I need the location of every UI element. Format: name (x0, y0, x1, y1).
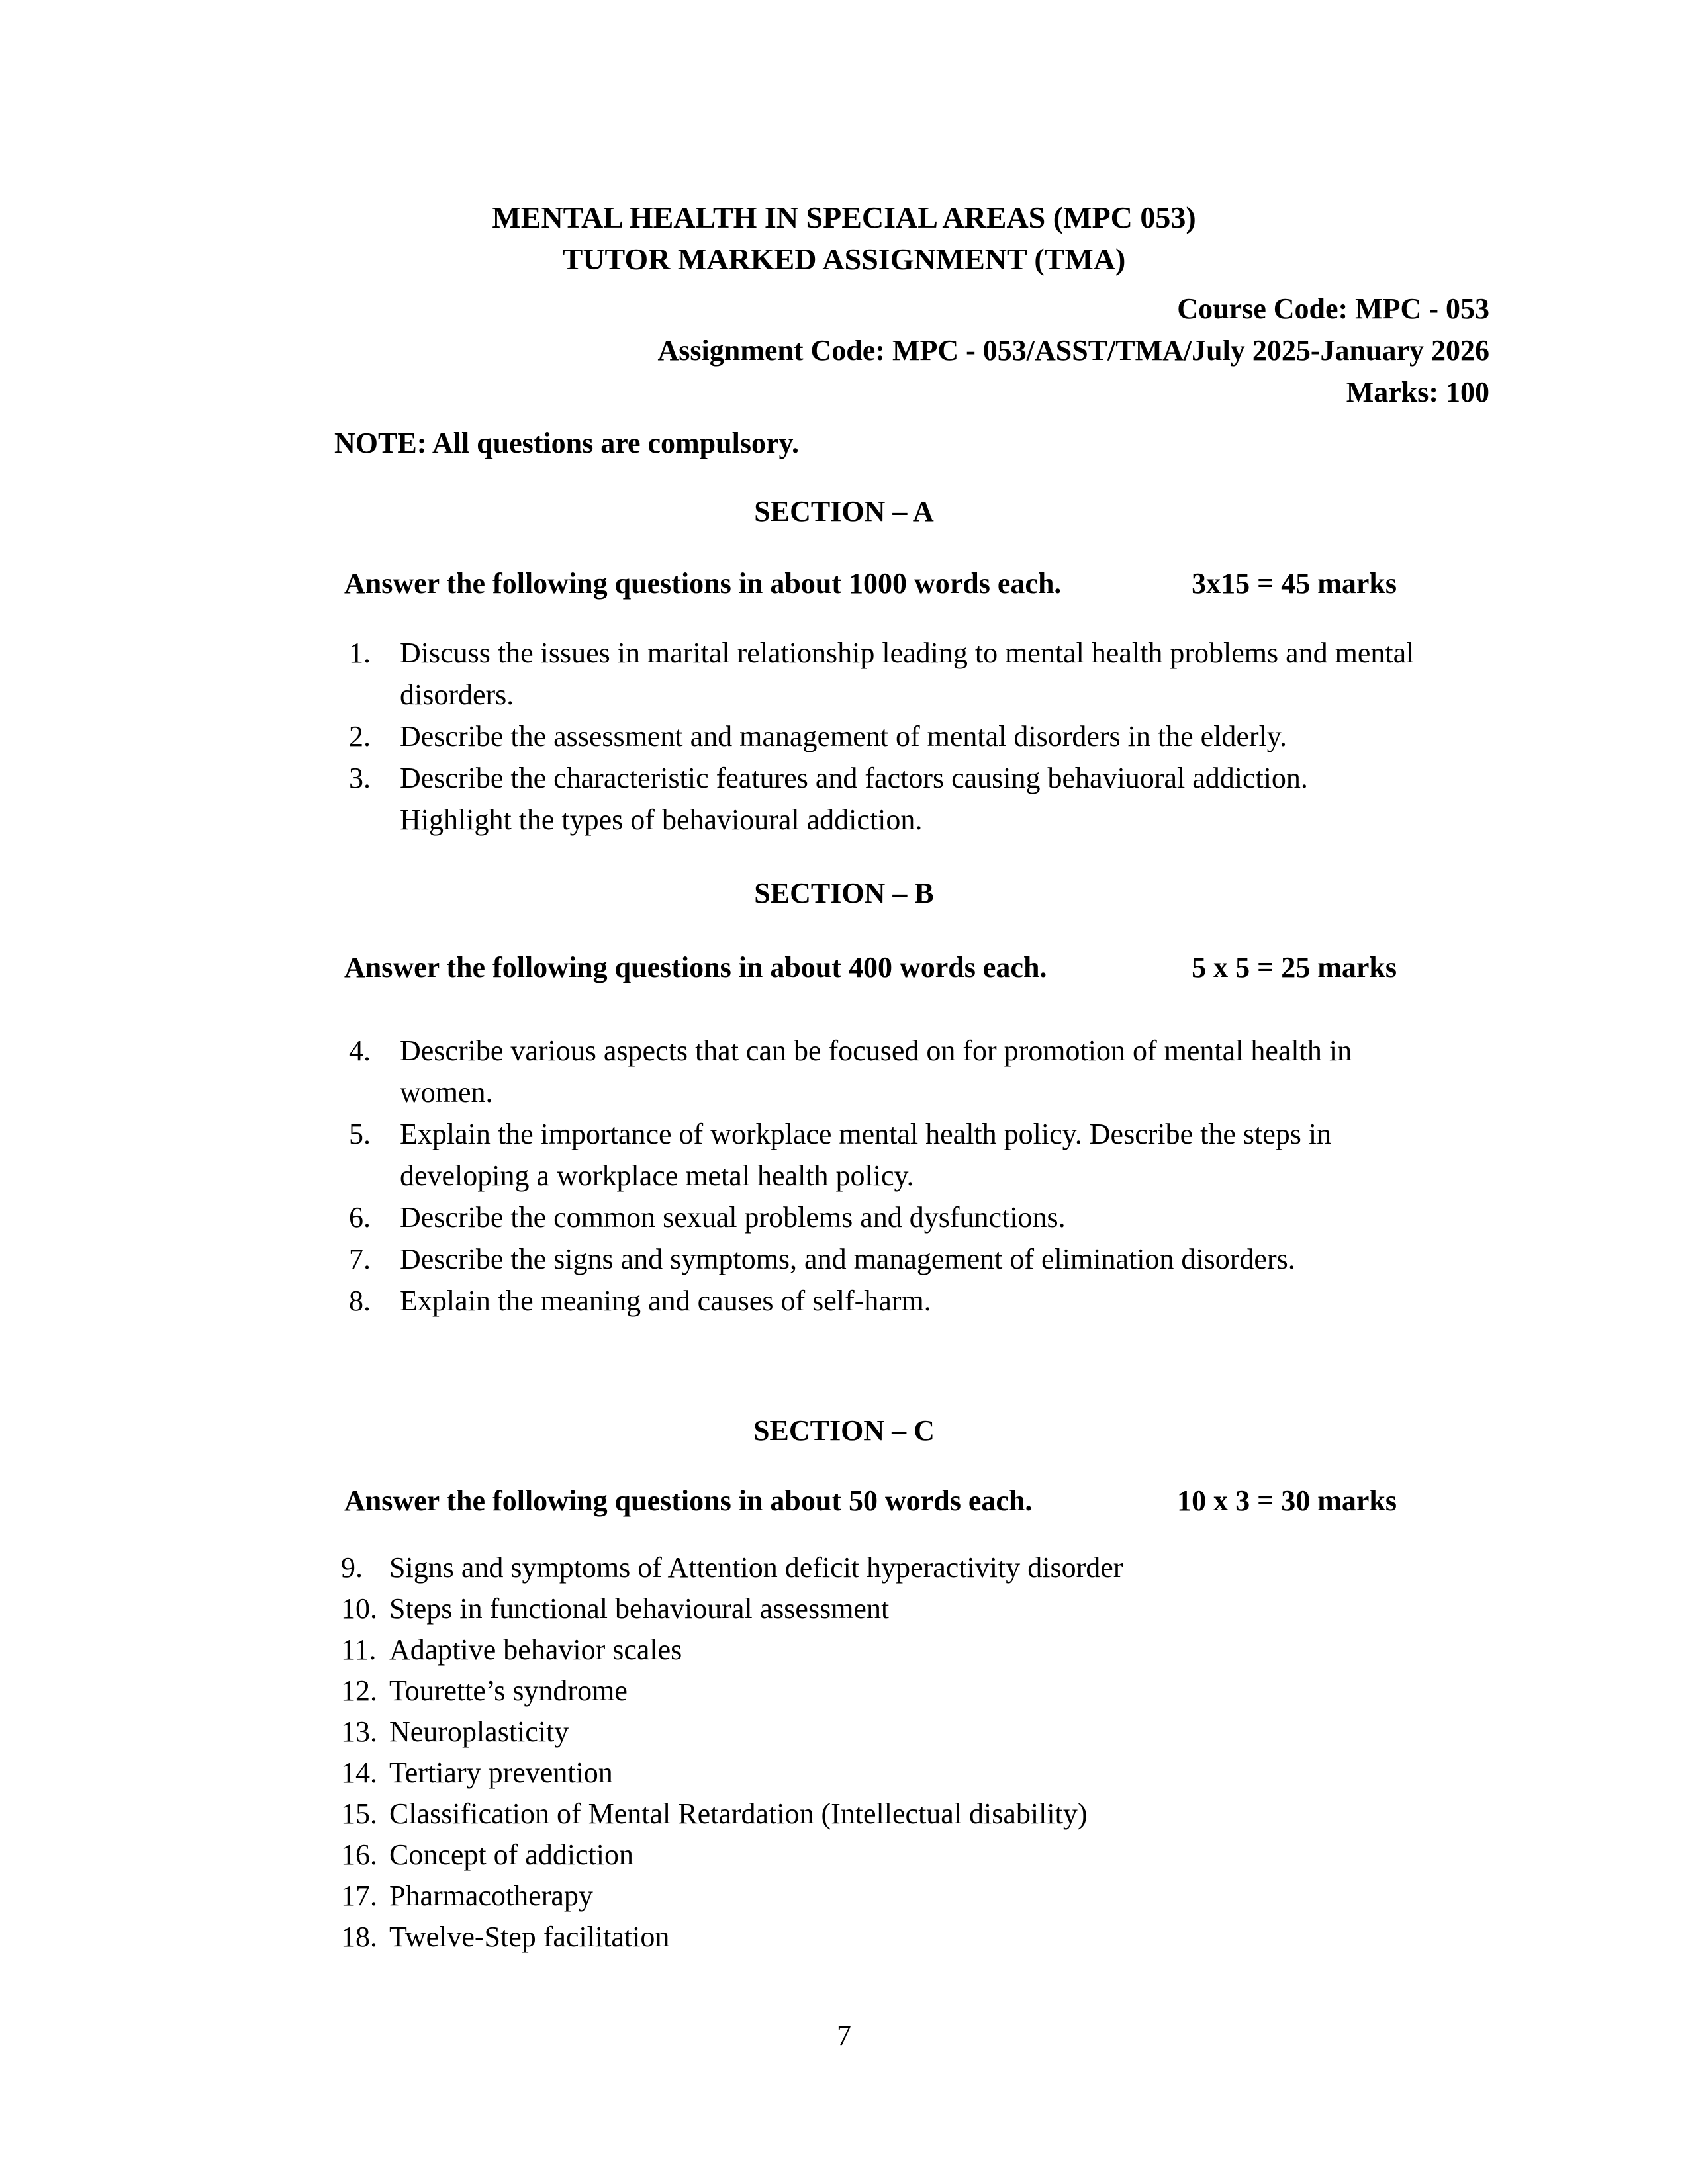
question-number: 8. (349, 1285, 371, 1317)
question-number: 10. (341, 1592, 377, 1625)
question-text: Describe the common sexual problems and dysfunctions. (400, 1201, 1066, 1234)
question-item (349, 1113, 1415, 1197)
question-item (341, 1876, 1407, 1917)
section-a-question-list (349, 632, 1415, 841)
section-b-instruction-row (344, 946, 1397, 988)
question-number: 17. (341, 1880, 377, 1912)
section-c-instruction: Answer the following questions in about 50 words each. (344, 1484, 1033, 1517)
section-b-marks: 5 x 5 = 25 marks (1192, 951, 1397, 983)
question-text: Discuss the issues in marital relationship leading to mental health problems and mental disorders. (400, 637, 1415, 711)
question-item (341, 1794, 1407, 1835)
question-text: Signs and symptoms of Attention deficit hyperactivity disorder (389, 1551, 1123, 1584)
question-text: Describe the characteristic features and factors causing behaviuoral addiction. Highlight the types of behavioural addiction. (400, 762, 1308, 836)
section-a-heading: SECTION – A (754, 495, 934, 527)
question-number: 16. (341, 1839, 377, 1871)
question-text: Explain the importance of workplace mental health policy. Describe the steps in developing a workplace metal health policy. (400, 1118, 1332, 1192)
section-a-marks: 3x15 = 45 marks (1192, 567, 1397, 600)
question-number: 6. (349, 1201, 371, 1234)
question-text: Explain the meaning and causes of self-harm. (400, 1285, 931, 1317)
question-item (349, 1197, 1415, 1238)
question-item (349, 715, 1415, 757)
question-number: 7. (349, 1243, 371, 1275)
section-c-instruction-row (344, 1480, 1397, 1522)
question-item (349, 1030, 1415, 1113)
title-line-1: MENTAL HEALTH IN SPECIAL AREAS (MPC 053) (492, 201, 1196, 234)
note-line: NOTE: All questions are compulsory. (334, 427, 800, 459)
question-item (341, 1917, 1407, 1958)
section-b-question-list (349, 1030, 1415, 1322)
section-b-instruction: Answer the following questions in about 400 words each. (344, 951, 1047, 983)
codes-block (0, 288, 1688, 413)
marks-total: Marks: 100 (1346, 376, 1489, 408)
title-line-2: TUTOR MARKED ASSIGNMENT (TMA) (562, 242, 1126, 276)
question-number: 13. (341, 1715, 377, 1748)
page-number: 7 (837, 2019, 851, 2052)
course-code: Course Code: MPC - 053 (1177, 293, 1489, 325)
question-number: 14. (341, 1756, 377, 1789)
question-item (341, 1835, 1407, 1876)
question-item (341, 1711, 1407, 1752)
document-title (0, 197, 1688, 280)
question-item (341, 1629, 1407, 1670)
question-text: Neuroplasticity (389, 1715, 569, 1748)
section-b-heading: SECTION – B (754, 877, 934, 909)
question-text: Tourette’s syndrome (389, 1674, 628, 1707)
question-text: Pharmacotherapy (389, 1880, 593, 1912)
question-number: 18. (341, 1921, 377, 1953)
question-text: Steps in functional behavioural assessment (389, 1592, 890, 1625)
question-text: Concept of addiction (389, 1839, 634, 1871)
question-text: Twelve-Step facilitation (389, 1921, 670, 1953)
question-text: Describe the signs and symptoms, and management of elimination disorders. (400, 1243, 1295, 1275)
question-number: 3. (349, 762, 371, 794)
question-item (349, 757, 1415, 841)
section-c-question-list (341, 1547, 1407, 1958)
section-a-instruction: Answer the following questions in about 1000 words each. (344, 567, 1062, 600)
question-text: Adaptive behavior scales (389, 1633, 682, 1666)
question-item (341, 1670, 1407, 1711)
question-item (341, 1547, 1407, 1588)
question-number: 5. (349, 1118, 371, 1150)
question-text: Describe the assessment and management of mental disorders in the elderly. (400, 720, 1287, 752)
section-c-heading: SECTION – C (753, 1414, 935, 1447)
question-item (349, 1280, 1415, 1322)
question-text: Classification of Mental Retardation (Intellectual disability) (389, 1797, 1088, 1830)
question-number: 15. (341, 1797, 377, 1830)
question-number: 1. (349, 637, 371, 669)
question-number: 11. (341, 1633, 377, 1666)
question-item (349, 632, 1415, 715)
question-text: Describe various aspects that can be focused on for promotion of mental health in women. (400, 1034, 1352, 1109)
question-text: Tertiary prevention (389, 1756, 613, 1789)
assignment-code: Assignment Code: MPC - 053/ASST/TMA/July 2025-January 2026 (657, 334, 1489, 367)
question-number: 9. (341, 1551, 363, 1584)
section-a-instruction-row (344, 563, 1397, 604)
question-item (349, 1238, 1415, 1280)
question-number: 2. (349, 720, 371, 752)
question-number: 12. (341, 1674, 377, 1707)
question-number: 4. (349, 1034, 371, 1067)
question-item (341, 1588, 1407, 1629)
question-item (341, 1752, 1407, 1794)
section-c-marks: 10 x 3 = 30 marks (1177, 1484, 1397, 1517)
